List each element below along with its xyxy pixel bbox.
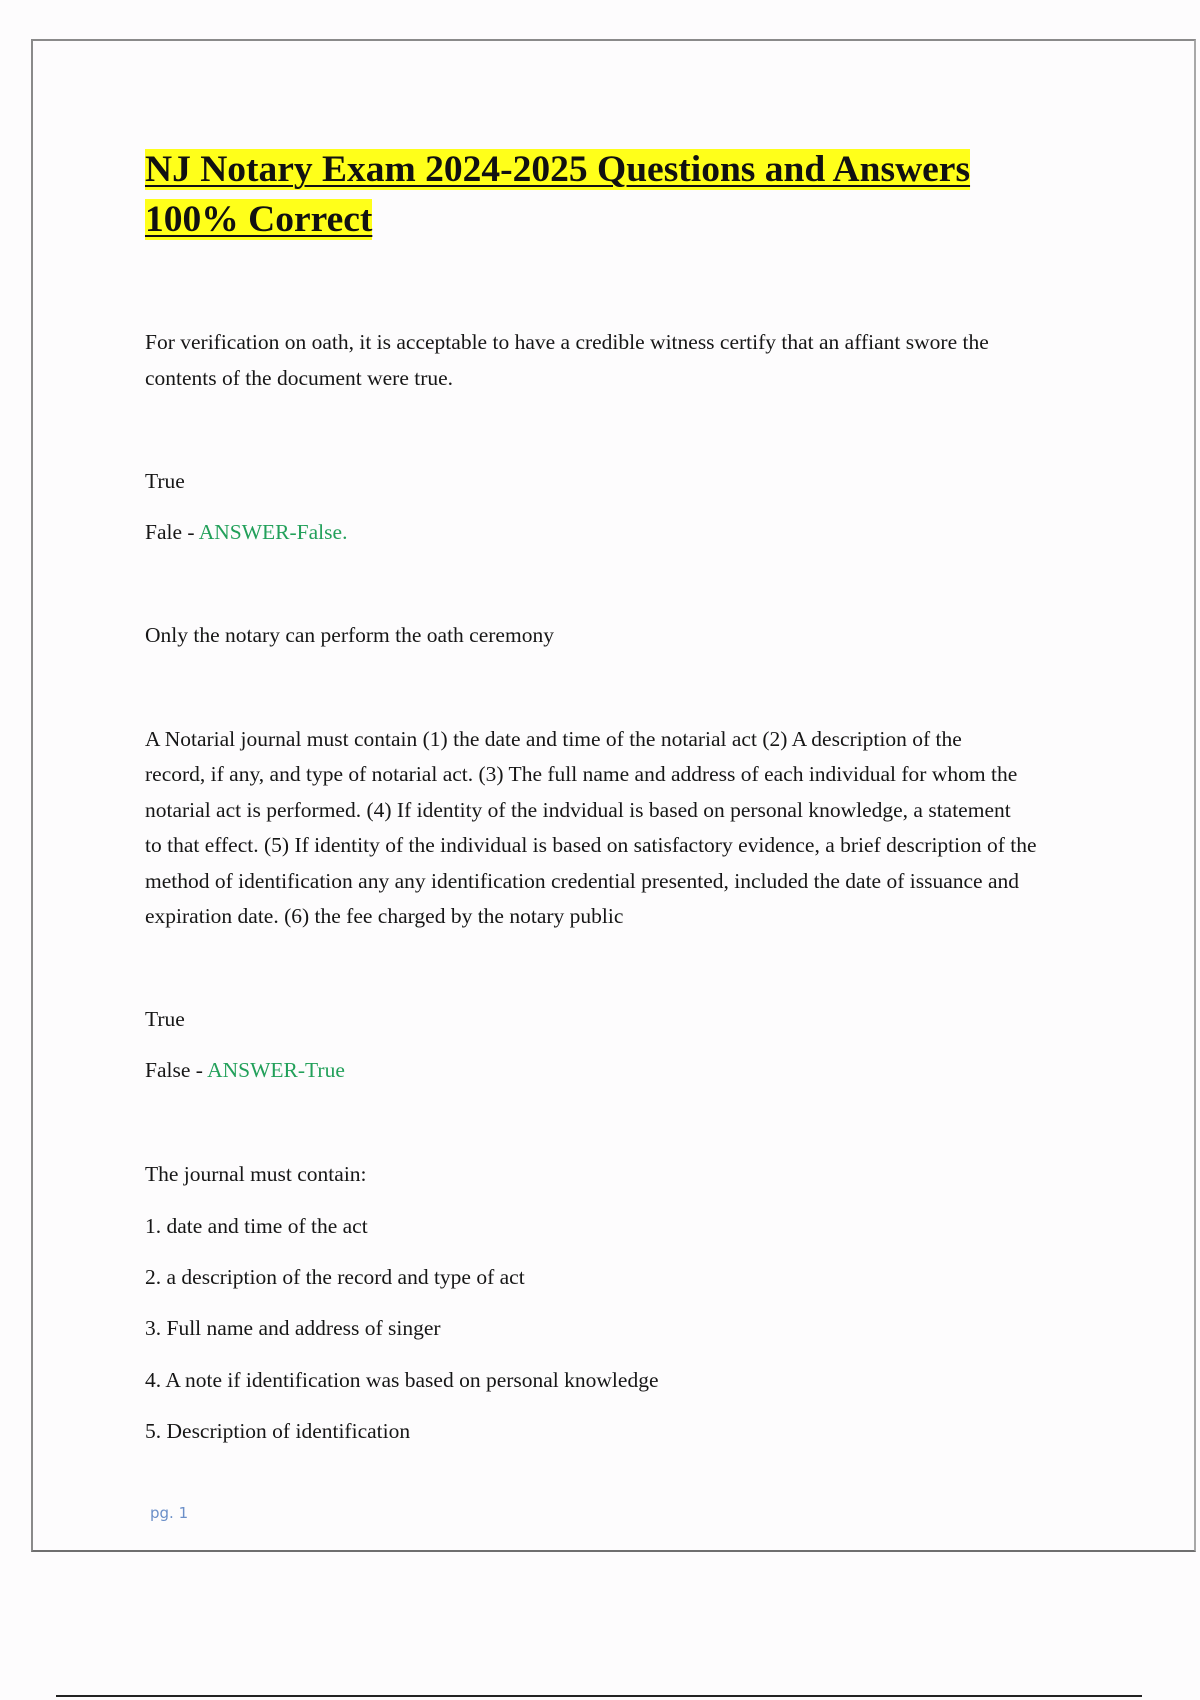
title-line-2: 100% Correct xyxy=(145,199,373,240)
q4-item-5: 5. Description of identification xyxy=(145,1419,411,1443)
q3-line-4: to that effect. (5) If identity of the individual is based on satisfactory evidence, a brief description of the xyxy=(145,833,1037,857)
q4-item-3: 3. Full name and address of singer xyxy=(145,1316,441,1340)
q3-option-false: False - xyxy=(145,1058,208,1082)
title-line-1: NJ Notary Exam 2024-2025 Questions and Answers xyxy=(145,149,971,190)
q3-option-false-row xyxy=(145,1052,345,1088)
q1-question-line-1: For verification on oath, it is acceptable to have a credible witness certify that an affiant swore the xyxy=(145,330,989,354)
q1-question-line-2: contents of the document were true. xyxy=(145,366,454,390)
q4-intro: The journal must contain: xyxy=(145,1162,367,1186)
q3-line-1: A Notarial journal must contain (1) the date and time of the notarial act (2) A description of the xyxy=(145,727,962,751)
q3-line-2: record, if any, and type of notarial act. (3) The full name and address of each individual for whom the xyxy=(145,762,1018,786)
q3-line-6: expiration date. (6) the fee charged by the notary public xyxy=(145,904,624,928)
q3-line-3: notarial act is performed. (4) If identity of the indvidual is based on personal knowledge, a statement xyxy=(145,798,1011,822)
q3-line-5: method of identification any any identification credential presented, included the date of issuance and xyxy=(145,869,1020,893)
bottom-rule xyxy=(56,1695,1142,1697)
q4-item-4: 4. A note if identification was based on personal knowledge xyxy=(145,1368,659,1392)
q1-option-false-row xyxy=(145,514,347,550)
page-number: pg. 1 xyxy=(150,1504,189,1522)
q1-option-false: Fale - xyxy=(145,520,199,544)
document-title xyxy=(145,145,1065,245)
q2-statement: Only the notary can perform the oath ceremony xyxy=(145,623,554,647)
q1-option-true: True xyxy=(145,469,185,493)
q3-answer: ANSWER-True xyxy=(207,1058,345,1082)
q4-item-1: 1. date and time of the act xyxy=(145,1214,368,1238)
q3-option-true: True xyxy=(145,1007,185,1031)
q1-answer: ANSWER-False. xyxy=(198,520,348,544)
q4-item-2: 2. a description of the record and type of act xyxy=(145,1265,525,1289)
